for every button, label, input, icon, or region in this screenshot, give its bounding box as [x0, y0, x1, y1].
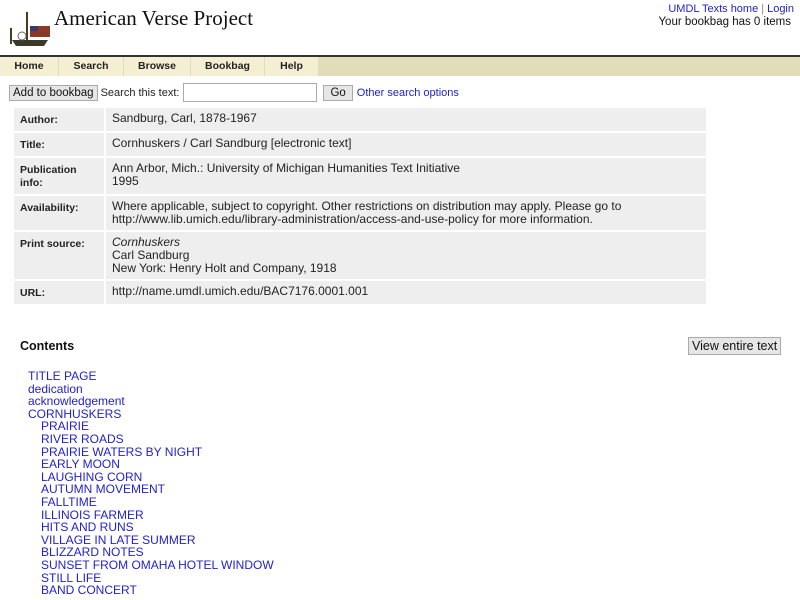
nav-help[interactable]: Help — [265, 57, 319, 76]
metadata-line: http://www.lib.umich.edu/library-administration/access-and-use-policy for more information. — [112, 212, 593, 226]
contents-link[interactable]: EARLY MOON — [41, 457, 120, 472]
add-to-bookbag-button[interactable]: Add to bookbag — [9, 85, 98, 101]
search-bar — [9, 83, 459, 102]
metadata-row — [14, 158, 706, 194]
metadata-line: http://name.umdl.umich.edu/BAC7176.0001.001 — [112, 284, 369, 298]
metadata-line: 1995 — [112, 174, 139, 188]
metadata-line: Sandburg, Carl, 1878-1967 — [112, 111, 257, 125]
metadata-label: Title: — [14, 133, 106, 156]
login-link[interactable]: Login — [767, 3, 794, 15]
contents-link[interactable]: HITS AND RUNS — [41, 520, 134, 535]
contents-link[interactable]: FALLTIME — [41, 494, 97, 509]
contents-link[interactable]: acknowledgement — [28, 394, 125, 409]
metadata-label: Author: — [14, 108, 106, 131]
metadata-value — [106, 281, 706, 304]
contents-link[interactable]: RIVER ROADS — [41, 431, 124, 446]
site-title: American Verse Project — [54, 6, 254, 30]
contents-link[interactable]: PRAIRIE WATERS BY NIGHT — [41, 444, 203, 459]
metadata-value — [106, 232, 706, 279]
metadata-line: Ann Arbor, Mich.: University of Michigan Humanities Text Initiative — [112, 161, 460, 175]
contents-link[interactable]: LAUGHING CORN — [41, 469, 143, 484]
contents-link[interactable]: VILLAGE IN LATE SUMMER — [41, 532, 196, 547]
contents-heading: Contents — [20, 339, 75, 353]
view-entire-text-button[interactable]: View entire text — [688, 337, 781, 355]
metadata-row — [14, 281, 706, 304]
nav-home[interactable]: Home — [0, 57, 59, 76]
top-links — [668, 3, 794, 15]
contents-link[interactable]: BLIZZARD NOTES — [41, 545, 144, 560]
search-input[interactable] — [183, 83, 317, 102]
metadata-value — [106, 108, 706, 131]
metadata-table — [14, 106, 706, 306]
link-separator: | — [761, 3, 765, 15]
nav-search[interactable]: Search — [59, 57, 124, 76]
metadata-line: Where applicable, subject to copyright. Other restrictions on distribution may apply. Please go to — [112, 199, 622, 213]
contents-link[interactable]: ILLINOIS FARMER — [41, 507, 144, 522]
contents-link[interactable]: SUNSET FROM OMAHA HOTEL WINDOW — [41, 557, 274, 572]
metadata-value — [106, 158, 706, 194]
metadata-line: Carl Sandburg — [112, 248, 190, 262]
contents-link[interactable]: STILL LIFE — [41, 570, 102, 585]
metadata-label: Print source: — [14, 232, 106, 279]
contents-link[interactable]: BAND CONCERT — [41, 583, 137, 598]
nav-browse[interactable]: Browse — [124, 57, 191, 76]
metadata-label: URL: — [14, 281, 106, 304]
umdl-home-link[interactable]: UMDL Texts home — [668, 3, 759, 15]
metadata-line: Cornhuskers / Carl Sandburg [electronic text] — [112, 136, 352, 150]
go-button[interactable]: Go — [323, 85, 352, 101]
metadata-row — [14, 196, 706, 230]
nav-bar — [0, 55, 800, 76]
contents-link[interactable]: dedication — [28, 381, 83, 396]
metadata-label: Publication info: — [14, 158, 106, 194]
contents-list — [28, 370, 274, 597]
metadata-row — [14, 232, 706, 279]
metadata-line: New York: Henry Holt and Company, 1918 — [112, 261, 337, 275]
other-search-options-link[interactable]: Other search options — [356, 86, 459, 99]
bookbag-status: Your bookbag has 0 items — [658, 16, 791, 28]
metadata-value — [106, 133, 706, 156]
nav-bookbag[interactable]: Bookbag — [191, 57, 265, 76]
contents-link[interactable]: PRAIRIE — [41, 419, 90, 434]
contents-link[interactable]: TITLE PAGE — [28, 369, 97, 383]
metadata-value — [106, 196, 706, 230]
contents-item — [28, 584, 274, 597]
metadata-label: Availability: — [14, 196, 106, 230]
metadata-row — [14, 133, 706, 156]
search-label: Search this text: — [100, 86, 180, 99]
metadata-line: Cornhuskers — [112, 235, 181, 249]
metadata-row — [14, 108, 706, 131]
contents-link[interactable]: AUTUMN MOVEMENT — [41, 482, 165, 497]
contents-link[interactable]: CORNHUSKERS — [28, 406, 122, 421]
